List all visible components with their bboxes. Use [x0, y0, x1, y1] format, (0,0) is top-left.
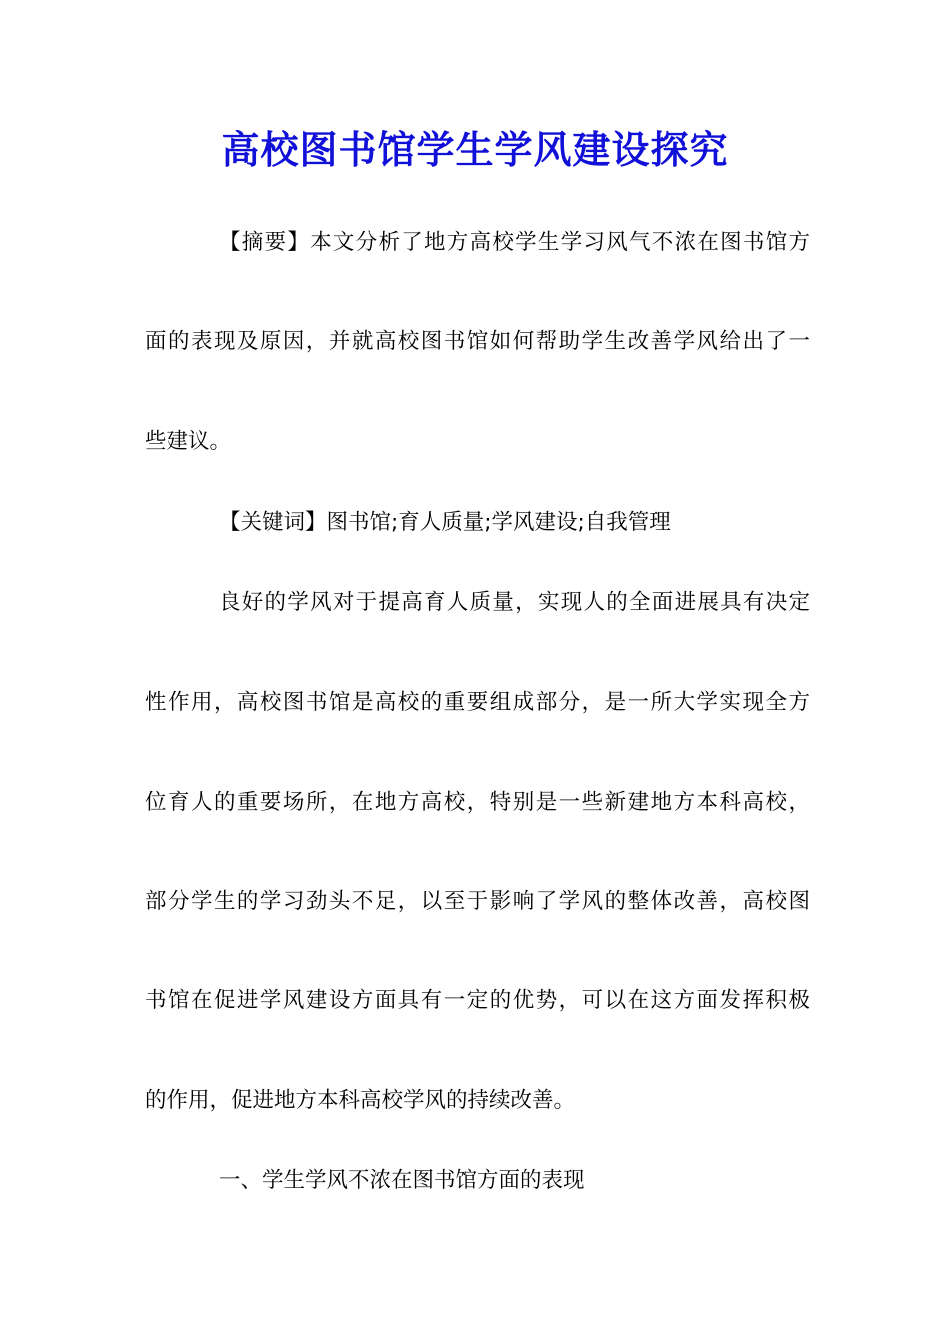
intro-line: 的作用，促进地方本科高校学风的持续改善。 [145, 1088, 576, 1113]
section-heading: 一、学生学风不浓在图书馆方面的表现 [219, 1168, 585, 1193]
intro-line: 性作用，高校图书馆是高校的重要组成部分，是一所大学实现全方 [145, 690, 810, 715]
document-title: 高校图书馆学生学风建设探究 [221, 127, 729, 172]
intro-line: 书馆在促进学风建设方面具有一定的优势，可以在这方面发挥积极 [145, 988, 810, 1013]
abstract-line: 些建议。 [145, 429, 232, 454]
intro-line: 位育人的重要场所，在地方高校，特别是一些新建地方本科高校， [145, 790, 810, 815]
intro-line: 部分学生的学习劲头不足，以至于影响了学风的整体改善，高校图 [145, 889, 810, 914]
abstract-line: 面的表现及原因，并就高校图书馆如何帮助学生改善学风给出了一 [145, 329, 810, 354]
keywords-line: 【关键词】图书馆;育人质量;学风建设;自我管理 [219, 510, 671, 535]
intro-line: 良好的学风对于提高育人质量，实现人的全面进展具有决定 [219, 590, 810, 615]
abstract-line: 【摘要】本文分析了地方高校学生学习风气不浓在图书馆方 [219, 230, 810, 255]
